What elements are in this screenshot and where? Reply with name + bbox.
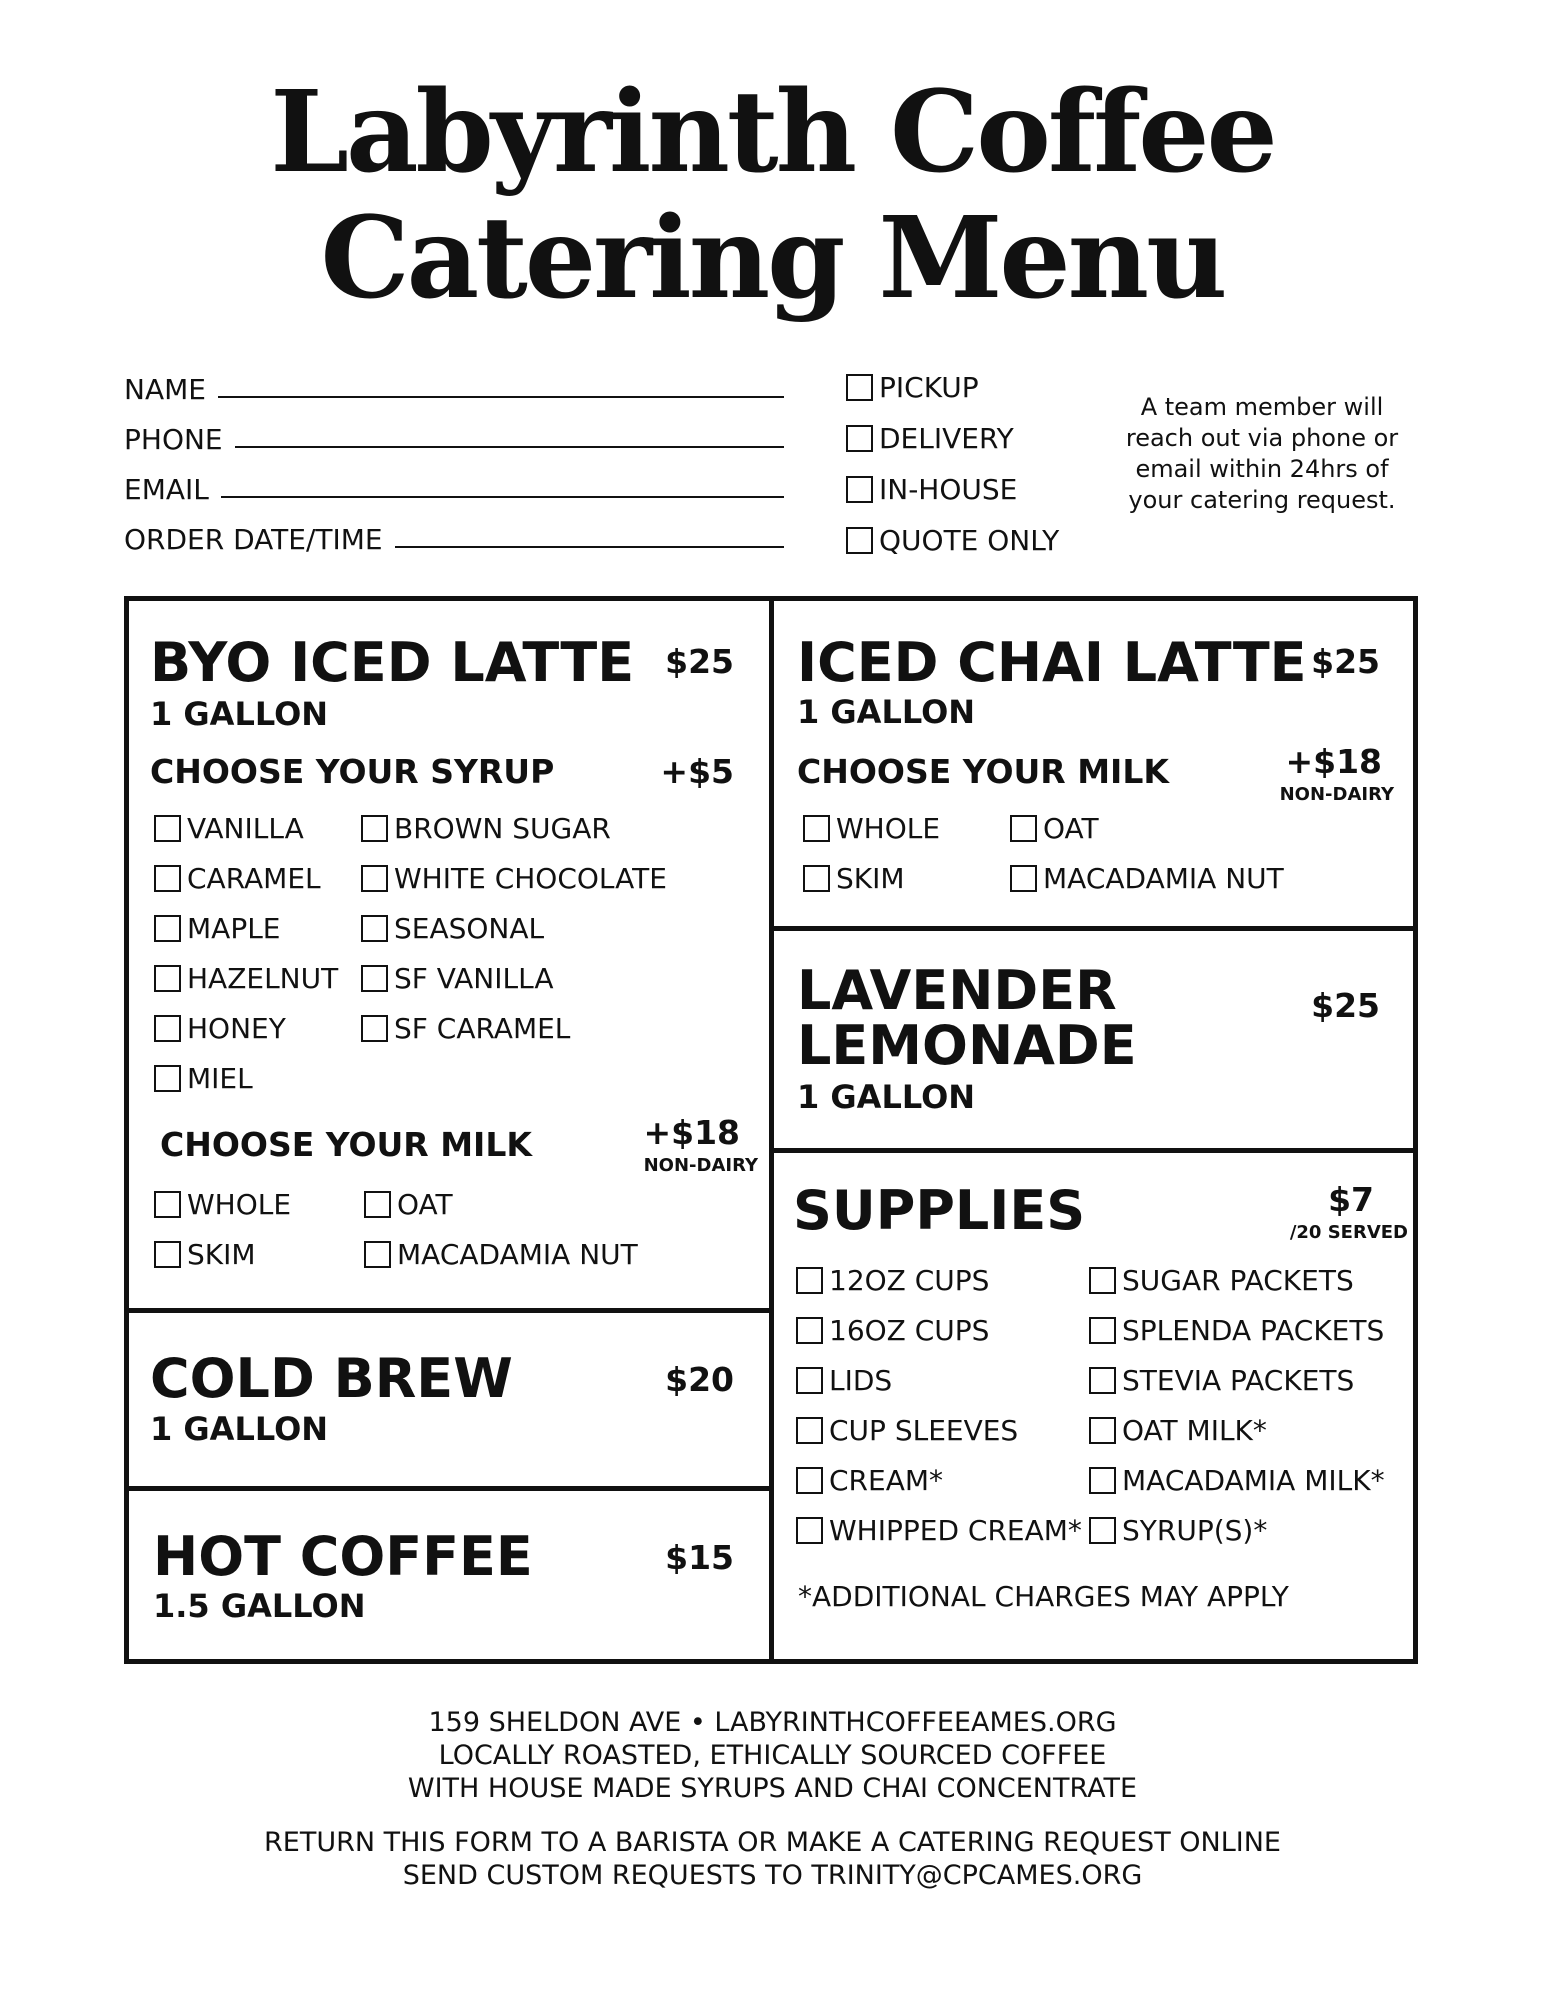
- checkbox[interactable]: [154, 1241, 181, 1268]
- syrup-option[interactable]: [361, 858, 667, 898]
- right-divider-1: [769, 926, 1418, 931]
- email-label: EMAIL: [124, 473, 209, 506]
- footer-tagline-1: LOCALLY ROASTED, ETHICALLY SOURCED COFFEE: [438, 1740, 1107, 1771]
- option-delivery[interactable]: [846, 413, 1059, 464]
- syrup-option[interactable]: [154, 908, 281, 948]
- option-label: 16OZ CUPS: [829, 1313, 990, 1347]
- checkbox[interactable]: [361, 915, 388, 942]
- name-input-line[interactable]: [218, 396, 784, 398]
- checkbox[interactable]: [796, 1367, 823, 1394]
- option-in-house[interactable]: [846, 464, 1059, 515]
- footer-tagline-2: WITH HOUSE MADE SYRUPS AND CHAI CONCENTRATE: [407, 1773, 1138, 1804]
- checkbox[interactable]: [1089, 1317, 1116, 1344]
- supply-option[interactable]: [796, 1410, 1018, 1450]
- phone-label: PHONE: [124, 423, 223, 456]
- syrup-option[interactable]: [154, 958, 338, 998]
- order-options: [846, 362, 1059, 566]
- checkbox[interactable]: [364, 1191, 391, 1218]
- name-label: NAME: [124, 373, 206, 406]
- supply-option[interactable]: [796, 1310, 989, 1350]
- checkbox[interactable]: [361, 865, 388, 892]
- checkbox[interactable]: [796, 1467, 823, 1494]
- checkbox[interactable]: [154, 1065, 181, 1092]
- checkbox[interactable]: [796, 1317, 823, 1344]
- syrup-price: +$5: [660, 752, 734, 791]
- byo-milk-price: +$18: [643, 1113, 740, 1152]
- option-label: 12OZ CUPS: [829, 1263, 990, 1297]
- supply-option[interactable]: [1089, 1410, 1267, 1450]
- milk-option[interactable]: [154, 1234, 256, 1274]
- option-label: LIDS: [829, 1363, 893, 1397]
- footer-address: 159 SHELDON AVE • LABYRINTHCOFFEEAMES.ORG: [428, 1707, 1117, 1738]
- supply-option[interactable]: [796, 1260, 989, 1300]
- footer-info: [0, 1706, 1545, 1805]
- checkbox[interactable]: [1089, 1467, 1116, 1494]
- option-label: CARAMEL: [187, 861, 321, 895]
- byo-milk-price-note: NON-DAIRY: [643, 1155, 758, 1176]
- option-label: CUP SLEEVES: [829, 1413, 1019, 1447]
- supply-option[interactable]: [796, 1360, 892, 1400]
- option-label: MACADAMIA MILK*: [1122, 1463, 1385, 1497]
- footer-custom-requests: SEND CUSTOM REQUESTS TO TRINITY@CPCAMES.ORG: [402, 1860, 1143, 1891]
- hot-coffee-title: HOT COFFEE: [153, 1525, 533, 1588]
- option-label: BROWN SUGAR: [394, 811, 611, 845]
- option-label: OAT: [1043, 811, 1099, 845]
- syrup-heading: CHOOSE YOUR SYRUP: [150, 752, 555, 791]
- right-divider-2: [769, 1148, 1418, 1153]
- supply-option[interactable]: [796, 1510, 1082, 1550]
- order-date-label: ORDER DATE/TIME: [124, 523, 383, 556]
- option-label: IN-HOUSE: [879, 473, 1018, 506]
- contact-fields: [124, 356, 784, 556]
- byo-iced-latte-size: 1 GALLON: [150, 695, 329, 733]
- hot-coffee-price: $15: [665, 1538, 734, 1577]
- option-quote-only[interactable]: [846, 515, 1059, 566]
- option-label: OAT: [397, 1187, 453, 1221]
- phone-field[interactable]: [124, 406, 784, 456]
- lavender-title-line-2: LEMONADE: [797, 1014, 1137, 1077]
- option-label: DELIVERY: [879, 422, 1014, 455]
- checkbox[interactable]: [154, 865, 181, 892]
- option-label: MACADAMIA NUT: [1043, 861, 1284, 895]
- checkbox[interactable]: [1089, 1517, 1116, 1544]
- supply-option[interactable]: [1089, 1360, 1354, 1400]
- checkbox[interactable]: [154, 815, 181, 842]
- checkbox[interactable]: [803, 865, 830, 892]
- checkbox[interactable]: [1089, 1367, 1116, 1394]
- syrup-option[interactable]: [154, 1058, 253, 1098]
- order-date-field[interactable]: [124, 506, 784, 556]
- option-label: SUGAR PACKETS: [1122, 1263, 1354, 1297]
- quote-only-checkbox[interactable]: [846, 527, 873, 554]
- supply-option[interactable]: [1089, 1510, 1267, 1550]
- pickup-checkbox[interactable]: [846, 374, 873, 401]
- option-label: SKIM: [187, 1237, 256, 1271]
- phone-input-line[interactable]: [235, 446, 784, 448]
- checkbox[interactable]: [361, 815, 388, 842]
- option-label: WHOLE: [836, 811, 941, 845]
- checkbox[interactable]: [154, 915, 181, 942]
- milk-option[interactable]: [364, 1234, 638, 1274]
- checkbox[interactable]: [1010, 865, 1037, 892]
- option-label: MACADAMIA NUT: [397, 1237, 638, 1271]
- lavender-price: $25: [1311, 986, 1380, 1025]
- checkbox[interactable]: [1089, 1267, 1116, 1294]
- left-divider-1: [124, 1308, 774, 1313]
- title-line-1: Labyrinth Coffee: [270, 67, 1275, 198]
- checkbox[interactable]: [803, 815, 830, 842]
- supply-option[interactable]: [1089, 1310, 1384, 1350]
- milk-option[interactable]: [154, 1184, 291, 1224]
- footer-instructions: [0, 1826, 1545, 1892]
- option-label: SF CARAMEL: [394, 1011, 571, 1045]
- checkbox[interactable]: [154, 1015, 181, 1042]
- option-label: STEVIA PACKETS: [1122, 1363, 1355, 1397]
- syrup-option[interactable]: [154, 808, 304, 848]
- email-field[interactable]: [124, 456, 784, 506]
- byo-iced-latte-title: BYO ICED LATTE: [150, 631, 635, 694]
- syrup-option[interactable]: [154, 858, 321, 898]
- option-label: MIEL: [187, 1061, 253, 1095]
- page-title: [0, 67, 1545, 324]
- iced-chai-price: $25: [1311, 642, 1380, 681]
- option-label: VANILLA: [187, 811, 304, 845]
- supplies-note: *ADDITIONAL CHARGES MAY APPLY: [798, 1579, 1289, 1613]
- milk-option[interactable]: [364, 1184, 453, 1224]
- checkbox[interactable]: [1089, 1417, 1116, 1444]
- option-label: PICKUP: [879, 371, 979, 404]
- email-input-line[interactable]: [221, 496, 784, 498]
- option-label: CREAM*: [829, 1463, 944, 1497]
- supply-option[interactable]: [1089, 1260, 1354, 1300]
- iced-chai-size: 1 GALLON: [797, 693, 976, 731]
- checkbox[interactable]: [796, 1417, 823, 1444]
- checkbox[interactable]: [1010, 815, 1037, 842]
- supply-option[interactable]: [1089, 1460, 1385, 1500]
- option-label: HONEY: [187, 1011, 286, 1045]
- byo-iced-latte-price: $25: [665, 642, 734, 681]
- syrup-option[interactable]: [361, 908, 544, 948]
- option-label: QUOTE ONLY: [879, 524, 1060, 557]
- checkbox[interactable]: [364, 1241, 391, 1268]
- option-label: OAT MILK*: [1122, 1413, 1267, 1447]
- option-label: HAZELNUT: [187, 961, 339, 995]
- checkbox[interactable]: [361, 1015, 388, 1042]
- lavender-size: 1 GALLON: [797, 1078, 976, 1116]
- option-pickup[interactable]: [846, 362, 1059, 413]
- option-label: WHITE CHOCOLATE: [394, 861, 667, 895]
- supplies-price-note: /20 SERVED: [1289, 1222, 1408, 1243]
- checkbox[interactable]: [154, 1191, 181, 1218]
- iced-chai-title: ICED CHAI LATTE: [797, 631, 1307, 694]
- milk-option[interactable]: [1010, 858, 1284, 898]
- vertical-divider: [769, 596, 774, 1664]
- checkbox[interactable]: [361, 965, 388, 992]
- byo-milk-heading: CHOOSE YOUR MILK: [160, 1125, 532, 1164]
- option-label: SYRUP(S)*: [1122, 1513, 1268, 1547]
- option-label: WHOLE: [187, 1187, 292, 1221]
- option-label: WHIPPED CREAM*: [829, 1513, 1082, 1547]
- supplies-price: $7: [1328, 1180, 1374, 1219]
- checkbox[interactable]: [154, 965, 181, 992]
- in-house-checkbox[interactable]: [846, 476, 873, 503]
- footer-return-instructions: RETURN THIS FORM TO A BARISTA OR MAKE A CATERING REQUEST ONLINE: [264, 1827, 1281, 1858]
- option-label: SKIM: [836, 861, 905, 895]
- cold-brew-price: $20: [665, 1360, 734, 1399]
- checkbox[interactable]: [796, 1517, 823, 1544]
- chai-milk-price-note: NON-DAIRY: [1279, 784, 1394, 805]
- milk-option[interactable]: [1010, 808, 1099, 848]
- name-field[interactable]: [124, 356, 784, 406]
- chai-milk-price: +$18: [1285, 742, 1382, 781]
- left-divider-2: [124, 1486, 774, 1491]
- checkbox[interactable]: [796, 1267, 823, 1294]
- syrup-option[interactable]: [361, 958, 554, 998]
- hot-coffee-size: 1.5 GALLON: [153, 1587, 366, 1625]
- option-label: MAPLE: [187, 911, 281, 945]
- supply-option[interactable]: [796, 1460, 943, 1500]
- syrup-option[interactable]: [154, 1008, 286, 1048]
- lavender-title-line-1: LAVENDER: [797, 959, 1117, 1022]
- option-label: SEASONAL: [394, 911, 545, 945]
- title-line-2: Catering Menu: [320, 193, 1225, 324]
- cold-brew-title: COLD BREW: [150, 1347, 513, 1410]
- option-label: SF VANILLA: [394, 961, 554, 995]
- syrup-option[interactable]: [361, 808, 611, 848]
- delivery-checkbox[interactable]: [846, 425, 873, 452]
- cold-brew-size: 1 GALLON: [150, 1410, 329, 1448]
- milk-option[interactable]: [803, 808, 940, 848]
- supplies-title: SUPPLIES: [793, 1179, 1086, 1242]
- chai-milk-heading: CHOOSE YOUR MILK: [797, 752, 1169, 791]
- option-label: SPLENDA PACKETS: [1122, 1313, 1385, 1347]
- milk-option[interactable]: [803, 858, 905, 898]
- syrup-option[interactable]: [361, 1008, 570, 1048]
- order-date-input-line[interactable]: [395, 546, 784, 548]
- response-notice: A team member will reach out via phone or email within 24hrs of your catering request.: [1125, 393, 1399, 514]
